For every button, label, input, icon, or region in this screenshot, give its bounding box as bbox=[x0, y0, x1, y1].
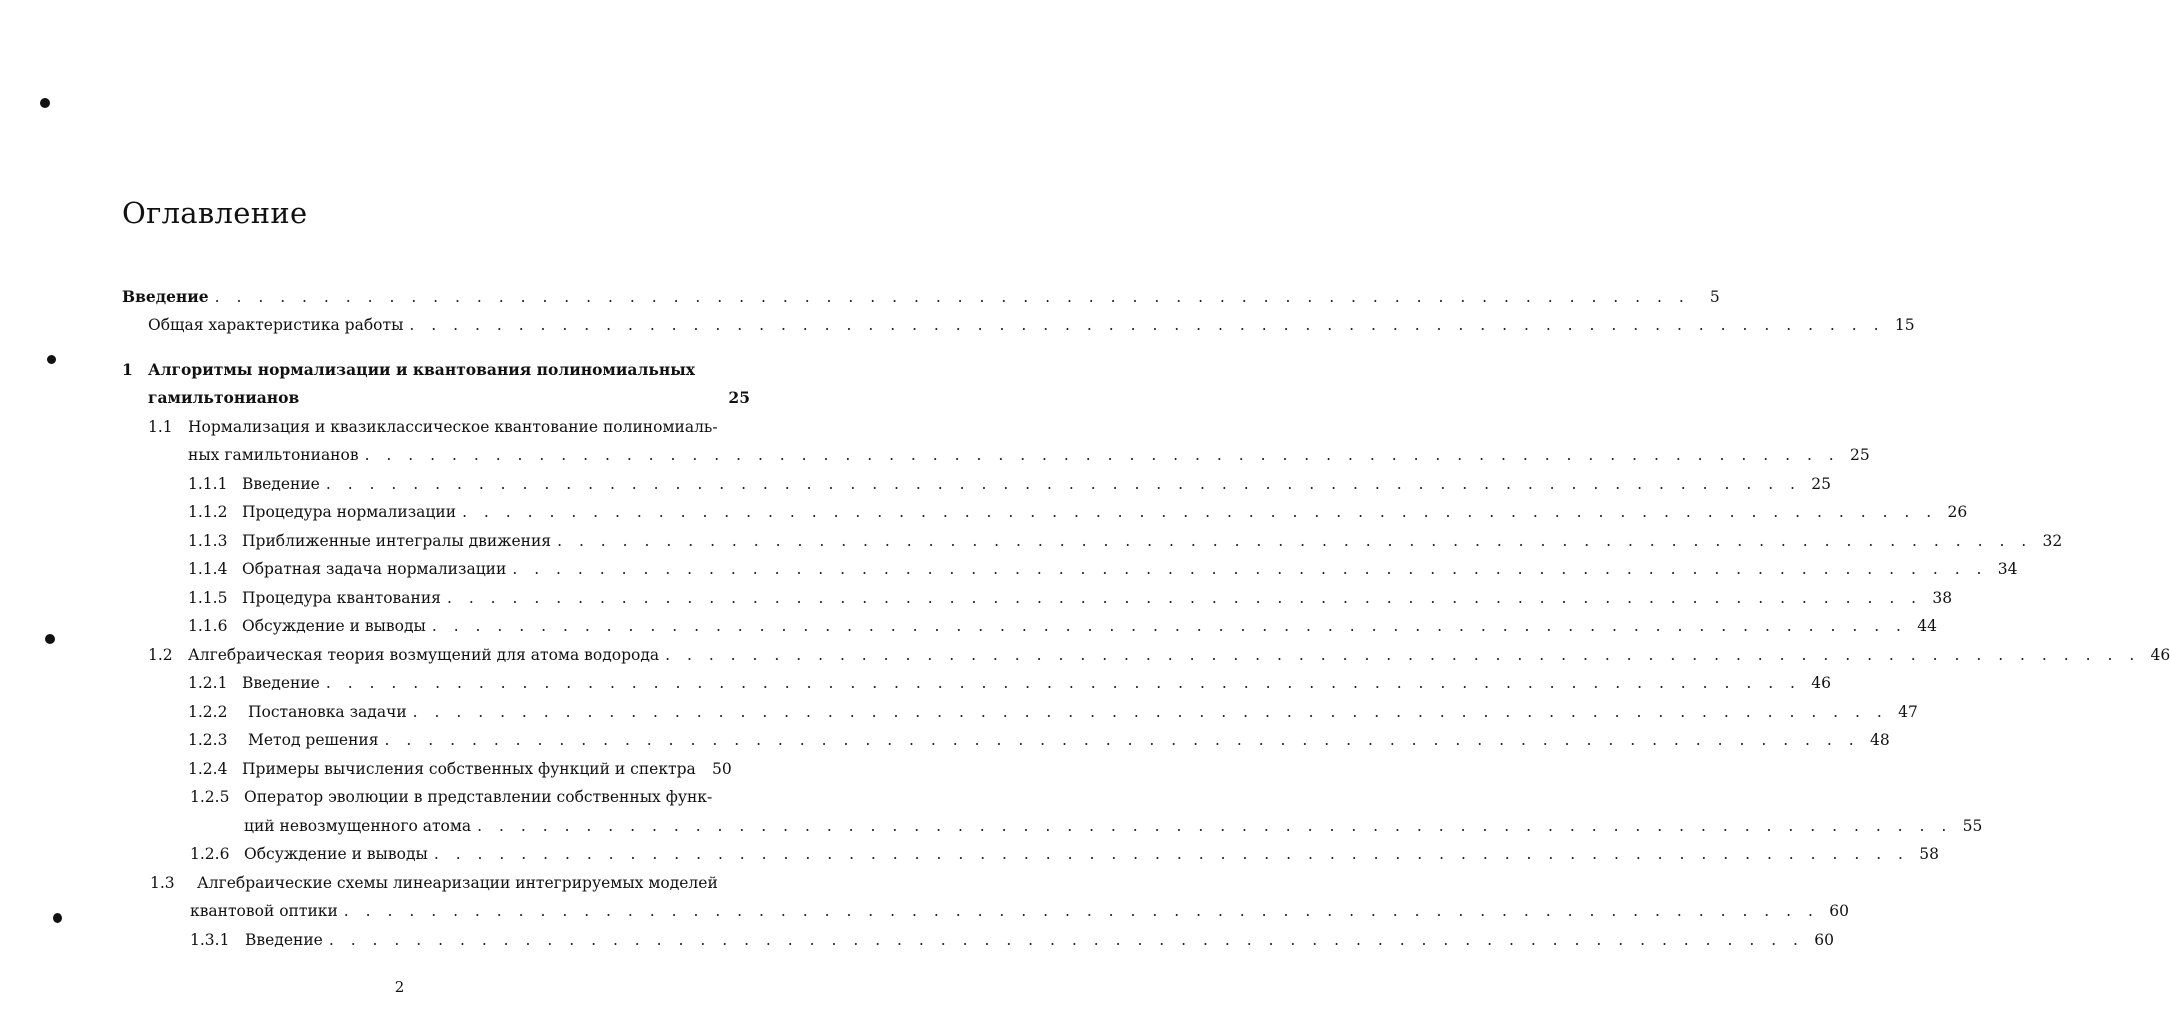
toc-subsection-title-line1: Оператор эволюции в представлении собственных функ- bbox=[244, 788, 713, 806]
toc-section-title-line2: квантовой оптики . . . 60 bbox=[190, 900, 724, 922]
toc-subsection: 1.2.3 Метод решения . . . 48 bbox=[188, 729, 724, 751]
toc-subsection: 1.1.1 Введение . . . 25 bbox=[188, 473, 724, 495]
toc-entry-introduction: Введение . . . 5 bbox=[122, 286, 724, 308]
toc-subsection: 1.1.2 Процедура нормализации . . . 26 bbox=[188, 501, 724, 523]
toc-section: 1.2 Алгебраическая теория возмущений для атома водорода . . . 46 bbox=[148, 644, 724, 666]
toc-section-title-line2: ных гамильтонианов . . . 25 bbox=[188, 444, 724, 466]
toc-subsection: 1.1.6 Обсуждение и выводы . . . 44 bbox=[188, 615, 724, 637]
toc-subsection-number: 1.2.5 bbox=[190, 788, 230, 806]
toc-subsection: 1.2.1 Введение . . . 46 bbox=[188, 672, 724, 694]
toc-subsection: 1.2.2 Постановка задачи . . . 47 bbox=[188, 701, 724, 723]
toc-chapter-title-line1: Алгоритмы нормализации и квантования полиномиальных bbox=[148, 360, 696, 379]
toc-section-number: 1.1 bbox=[148, 418, 173, 436]
toc-subsection: 1.1.3 Приближенные интегралы движения . . . 32 bbox=[188, 530, 724, 552]
toc-section-title-line1: Алгебраические схемы линеаризации интегрируемых моделей bbox=[197, 874, 718, 892]
toc-subsection-title-line2: ций невозмущенного атома . . . 55 bbox=[244, 815, 724, 837]
toc-subsection: 1.3.1 Введение . . . 60 bbox=[190, 929, 724, 951]
toc-subsection: 1.1.5 Процедура квантования . . . 38 bbox=[188, 587, 724, 609]
page-title: Оглавление bbox=[122, 196, 308, 230]
toc-section-number: 1.3 bbox=[150, 874, 175, 892]
toc-section-title-line1: Нормализация и квазиклассическое квантование полиномиаль- bbox=[188, 418, 718, 436]
scan-speck-3 bbox=[45, 634, 55, 644]
page-number: 2 bbox=[394, 978, 405, 996]
toc-subsection: 1.2.4 Примеры вычисления собственных функций и спектра 50 bbox=[188, 760, 732, 778]
toc-chapter-number: 1 bbox=[122, 360, 133, 379]
toc-subsection: 1.2.6 Обсуждение и выводы . . . 58 bbox=[190, 843, 724, 865]
toc-subsection: 1.1.4 Обратная задача нормализации . . . 34 bbox=[188, 558, 724, 580]
toc-chapter-title-line2: гамильтонианов 25 bbox=[148, 388, 750, 407]
toc-entry-general: Общая характеристика работы . . . 15 bbox=[148, 314, 724, 336]
scan-speck-2 bbox=[47, 355, 56, 364]
scan-speck-1 bbox=[40, 98, 50, 108]
scan-speck-4 bbox=[53, 913, 62, 923]
